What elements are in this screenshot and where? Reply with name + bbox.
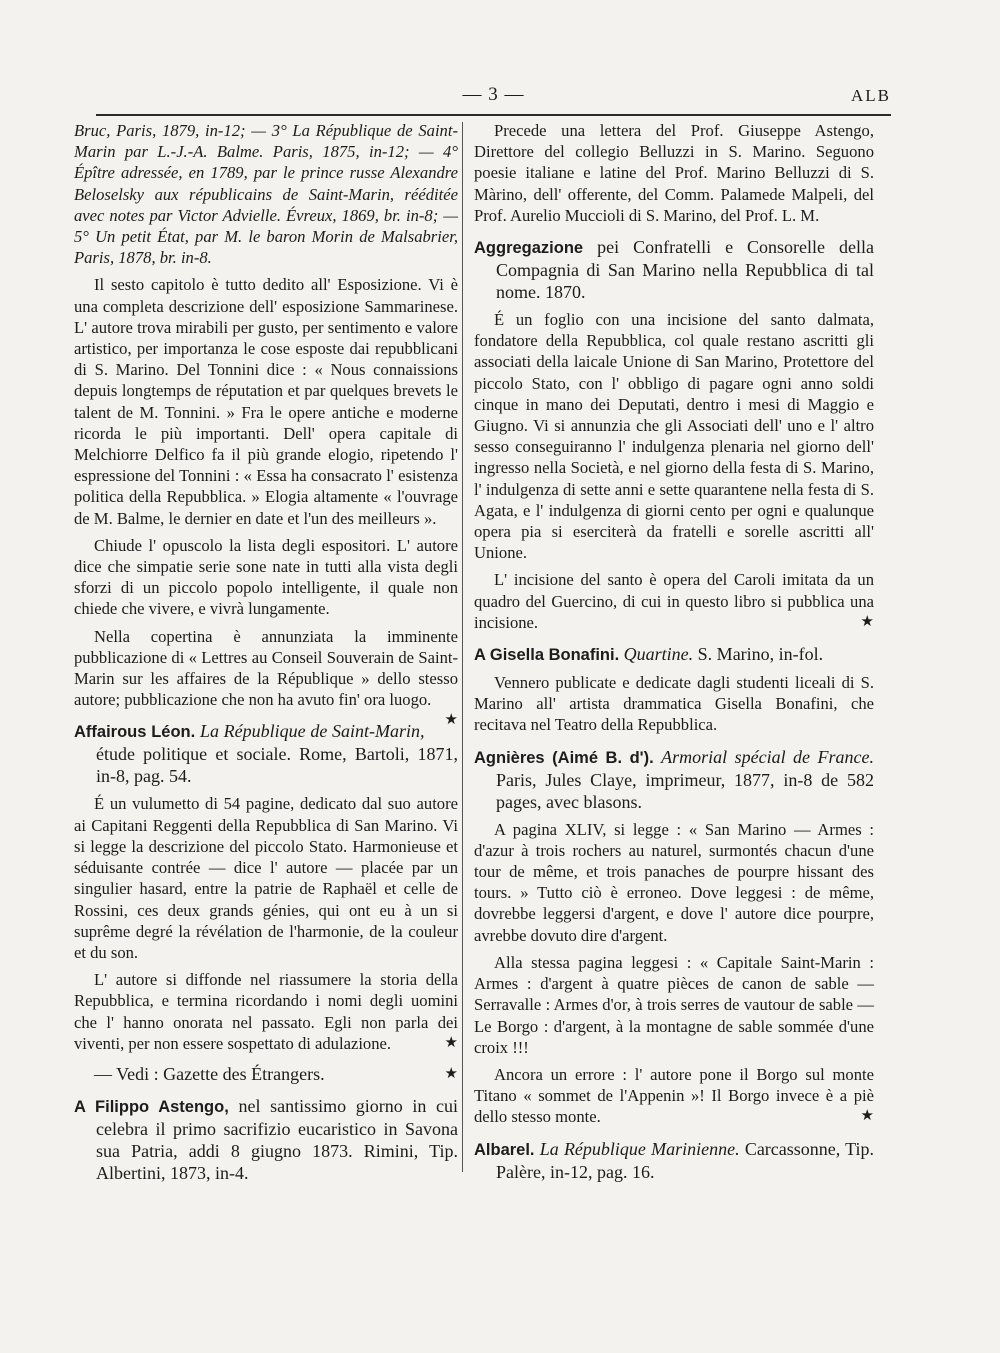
entry-author: Albarel. bbox=[474, 1140, 535, 1159]
entry-author: A Filippo Astengo, bbox=[74, 1098, 229, 1117]
star-icon: ★ bbox=[860, 1108, 874, 1125]
entry-author: Aggregazione bbox=[474, 239, 584, 258]
entry-details: pei Confratelli e Consorelle della Compagnia di San Marino nella Repubblica di tal nome. 1870. bbox=[496, 237, 875, 303]
paragraph-text: Ancora un errore : l' autore pone il Borgo sul monte Titano « sommet de l'Appenin »! Il Borgo invece è a piè dello stesso monte. bbox=[474, 1064, 874, 1127]
entry-title: La République de Saint-Marin, bbox=[199, 721, 425, 742]
paragraph bbox=[74, 626, 458, 729]
paragraph-text: Nella copertina è annunziata la imminente pubblicazione di « Lettres au Conseil Souverain de Saint-Marin sur les affaires de la République » dello stesso autore; pubblicazione che non ha avuto fin' ora luogo. bbox=[74, 626, 458, 710]
paragraph bbox=[474, 1064, 874, 1128]
bibliography-entry bbox=[474, 643, 874, 666]
bibliography-entry bbox=[474, 1138, 874, 1183]
paragraph: A pagina XLIV, si legge : « San Marino — Armes : d'azur à trois rochers au naturel, surmontés chacun d'une tour de même, et trois panaches de pourpre hissant des tours. » Tutto ciò è erroneo. Dove leggesi : de même, dovrebbe leggersi d'argent, e dove l' autore dice pourpre, avrebbe dovuto dire d'argent. bbox=[474, 819, 874, 945]
star-icon: ★ bbox=[860, 613, 874, 630]
entry-title: Quartine. bbox=[623, 644, 694, 665]
paragraph bbox=[474, 569, 874, 633]
entry-author: Agnières (Aimé B. d'). bbox=[474, 748, 654, 767]
entry-details: étude politique et sociale. Rome, Bartoli, 1871, in-8, pag. 54. bbox=[96, 744, 458, 787]
column-divider bbox=[462, 122, 463, 1172]
cross-reference bbox=[74, 1064, 458, 1085]
paragraph: É un vulumetto di 54 pagine, dedicato dal suo autore ai Capitani Reggenti della Repubblica di San Marino. Vi si legge la descrizione del piccolo Stato. Harmonieuse et séduisante contrée — dice l' autore — placée par un singulier hasard, entre la patrie de Raphaël et celle de Rossini, ces deux grands génies, qui ont eu à un si suprême degré la révélation de l'harmonie, de la couleur et du son. bbox=[74, 794, 458, 962]
header-rule bbox=[96, 114, 891, 116]
star-icon: ★ bbox=[444, 1034, 458, 1051]
entry-details: Carcassonne, Tip. Palère, in-12, pag. 16. bbox=[496, 1138, 875, 1182]
bibliography-entry bbox=[474, 236, 874, 303]
paragraph: Precede una lettera del Prof. Giuseppe Astengo, Direttore del collegio Belluzzi in S. Marino. Seguono poesie italiane e latine del Prof. Marino Belluzzi di S. Màrino, dell' offerente, del Comm. Palamede Malpeli, del Prof. Aurelio Muccioli di S. Marino, del Prof. L. M. bbox=[474, 121, 874, 225]
paragraph: Il sesto capitolo è tutto dedito all' Esposizione. Vi è una completa descrizione dell' esposizione Sammarinese. L' autore trova mirabili per gusto, per sentimento e valore artistico, per importanza le cose esposte dai repubblicani di S. Marino. Del Tonnini dice : « Nous connaissions depuis longtemps de réputation et par quelques brevets le talent de M. Tonnini. » Fra le opere antiche e moderne ricorda le più importanti. Dell' opera capitale di Melchiorre Delfico fa il più grande elogio, ripetendo l' espressione del Tonnini : « Essa ha consacrato l' esistenza politica della Repubblica. » Elogia altamente « l'ouvrage de M. Balme, le dernier en date et l'un des meilleurs ». bbox=[74, 275, 458, 528]
entry-author: A Gisella Bonafini. bbox=[474, 646, 620, 665]
continuation-text: Bruc, Paris, 1879, in-12; — 3° La République de Saint-Marin par L.-J.-A. Balme. Paris, 1875, in-12; — 4° Épître adressée, en 1789, par le prince russe Alexandre Beloselsky aux républicains de Saint-Marin, rééditée avec notes par Victor Advielle. Évreux, 1869, br. in-8; — 5° Un petit État, par M. le baron Morin de Malsabrier, Paris, 1878, br. in-8. bbox=[74, 121, 458, 268]
entry-title: Armorial spécial de France. bbox=[661, 746, 874, 767]
star-icon: ★ bbox=[444, 1065, 458, 1082]
entry-details: Paris, Jules Claye, imprimeur, 1877, in-8 de 582 pages, avec blasons. bbox=[496, 769, 874, 812]
paragraph: Chiude l' opuscolo la lista degli espositori. L' autore dice che simpatie serie sone nate in tutti alla vista degli sforzi di un piccolo popolo intelligente, il quale non chiede che vivere, e vivrà lungamente. bbox=[74, 535, 458, 619]
bibliography-entry bbox=[74, 720, 458, 787]
paragraph-text: L' incisione del santo è opera del Caroli imitata da un quadro del Guercino, di cui in questo libro si pubblica una incisione. bbox=[474, 570, 874, 632]
bibliography-entry bbox=[474, 746, 874, 813]
entry-author: Affairous Léon. bbox=[74, 723, 196, 742]
running-head: ALB bbox=[851, 86, 891, 105]
left-column bbox=[74, 120, 458, 1190]
right-column bbox=[474, 120, 874, 1189]
paragraph: Vennero publicate e dedicate dagli studenti liceali di S. Marino all' artista drammatica Gisella Bonafini, che recitava nel Teatro della Repubblica. bbox=[474, 673, 874, 735]
cross-reference-text: — Vedi : Gazette des Étrangers. bbox=[94, 1063, 325, 1084]
entry-title: La République Marinienne. bbox=[539, 1138, 740, 1159]
entry-details: S. Marino, in-fol. bbox=[697, 644, 824, 665]
paragraph: É un foglio con una incisione del santo dalmata, fondatore della Repubblica, col quale restano ascritti gli associati della laicale Unione di San Marino, Protettore del piccolo Stato, con l' obbligo di pagare ogni anno soldi cinque in mano dei Deputati, dentro i mesi di Maggio e Giugno. Vi si annunzia che gli Associati dell' uno e l' altro sesso conseguiranno l' indulgenza plenaria nel giorno dell' ingresso nella Società, e nel giorno della festa di S. Marino, l' indulgenza di sette anni e sette quarantene nella festa di S. Agata, e l' indulgenza di giorni cento per ogni e qualunque opera pia si eserciterà da fratelli e sorelle ascritti all' Unione. bbox=[474, 310, 874, 563]
paragraph bbox=[74, 969, 458, 1054]
star-icon: ★ bbox=[444, 712, 458, 729]
page-header bbox=[96, 84, 891, 110]
paragraph: Alla stessa pagina leggesi : « Capitale Saint-Marin : Armes : d'argent à quatre pièces de canon de sable — Serravalle : Armes d'or, à trois serres de vautour de sable — Le Borgo : d'argent, à la montagne de sable sommée d'une croix !!! bbox=[474, 952, 874, 1057]
bibliography-entry bbox=[74, 1095, 458, 1184]
page-number: — 3 — bbox=[462, 84, 525, 105]
entry-details: nel santissimo giorno in cui celebra il primo sacrifizio eucaristico in Savona sua Patria, addi 8 giugno 1873. Rimini, Tip. Albertini, 1873, in-4. bbox=[96, 1096, 459, 1184]
paragraph-text: L' autore si diffonde nel riassumere la storia della Repubblica, e termina ricordando i nomi degli uomini che l' hanno onorata nel passato. Egli non parla dei viventi, per non essere sospettato di adulazione. bbox=[74, 970, 458, 1053]
